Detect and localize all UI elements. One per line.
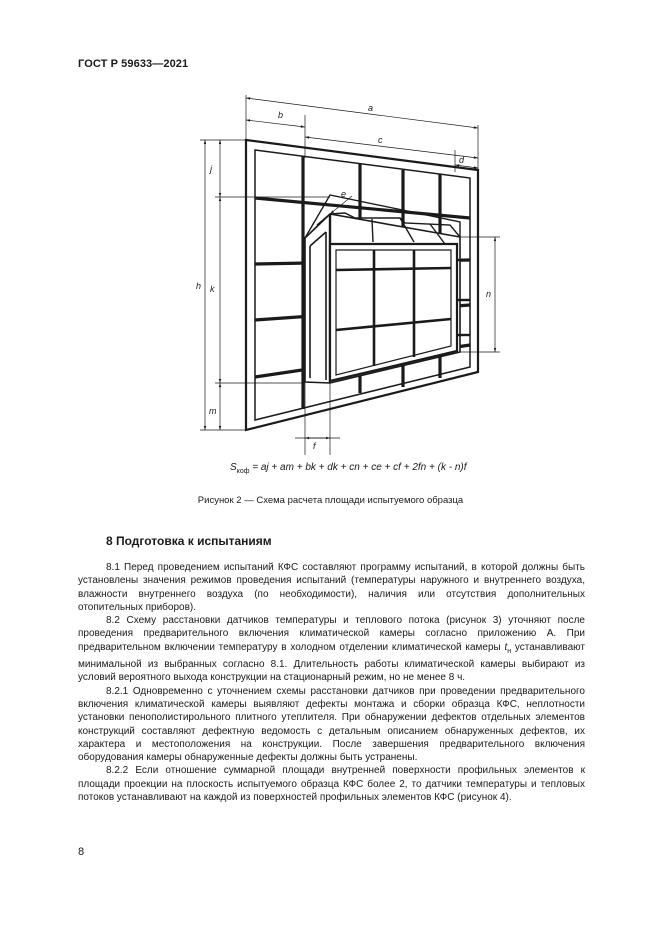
formula-rhs: = aj + am + bk + dk + cn + ce + cf + 2fn + (k - n)f xyxy=(249,462,467,473)
temperature-variable: t xyxy=(504,641,508,653)
dim-label-b: b xyxy=(278,110,284,120)
body-text xyxy=(78,561,585,804)
dim-label-f: f xyxy=(313,441,316,451)
document-header: ГОСТ Р 59633—2021 xyxy=(78,58,189,70)
page-number: 8 xyxy=(78,846,85,858)
figure-caption: Рисунок 2 — Схема расчета площади испытуемого образца xyxy=(197,495,464,506)
paragraph-8-2-end: устанавливают минимальной из выбранных согласно 8.1. Длительность работы климатической камеры выбирают из условий вероятного выхода конструкции на стационарный режим, но не менее 8 ч. xyxy=(78,641,586,684)
dim-label-h: h xyxy=(196,281,202,291)
dim-label-c: c xyxy=(378,135,383,145)
area-formula xyxy=(230,462,467,475)
dim-label-e: e xyxy=(341,189,347,199)
formula-symbol: S xyxy=(230,462,237,473)
paragraph-8-2-start: 8.2 Схему расстановки датчиков температуры и теплового потока (рисунок 3) уточняют после проведения предварительного включения климатической камеры согласно приложению А. При предварительном включении температуру в холодном отделении климатической камеры xyxy=(78,615,585,653)
dim-label-d: d xyxy=(459,155,465,165)
bay-window xyxy=(305,214,460,383)
paragraph-8-2 xyxy=(78,614,585,684)
dim-label-k: k xyxy=(210,284,215,294)
paragraph-8-1: 8.1 Перед проведением испытаний КФС составляют программу испытаний, в которой должны быть установлены значения режимов проведения испытаний (температуры наружного и внутреннего воздуха, влажности внутреннего воздуха (по необходимости), наличия или отсутствия дополнительных отопительных приборов). xyxy=(78,562,585,613)
paragraph-8-2-2: 8.2.2 Если отношение суммарной площади внутренней поверхности профильных элементов к площади проекции на плоскость испытуемого образца КФС более 2, то датчики температуры и тепловых потоков устанавливают на каждой из поверхностей профильных элементов КФС (рисунок 4). xyxy=(78,765,585,804)
section-heading: 8 Подготовка к испытаниям xyxy=(106,534,272,548)
paragraph-8-2-1: 8.2.1 Одновременно с уточнением схемы расстановки датчиков при проведении предварительного включения климатической камеры выявляют дефекты монтажа и сборки образца КФС, неплотности установки пенополистирольного плитного утеплителя. При обнаружении дефектов отдельных элементов конструкций составляют дефектную ведомость с детальным описанием обнаруженных дефектов, их характера и местоположения на конструкции. После завершения предварительного включения оборудования камеры обнаруженные дефекты должны быть устранены. xyxy=(78,685,585,764)
temperature-subscript: н xyxy=(507,647,512,655)
dim-label-m: m xyxy=(209,406,217,416)
dim-label-j: j xyxy=(210,164,212,174)
dim-label-a: a xyxy=(368,103,374,113)
formula-subscript: коф xyxy=(236,468,250,475)
dim-label-n: n xyxy=(486,289,492,299)
